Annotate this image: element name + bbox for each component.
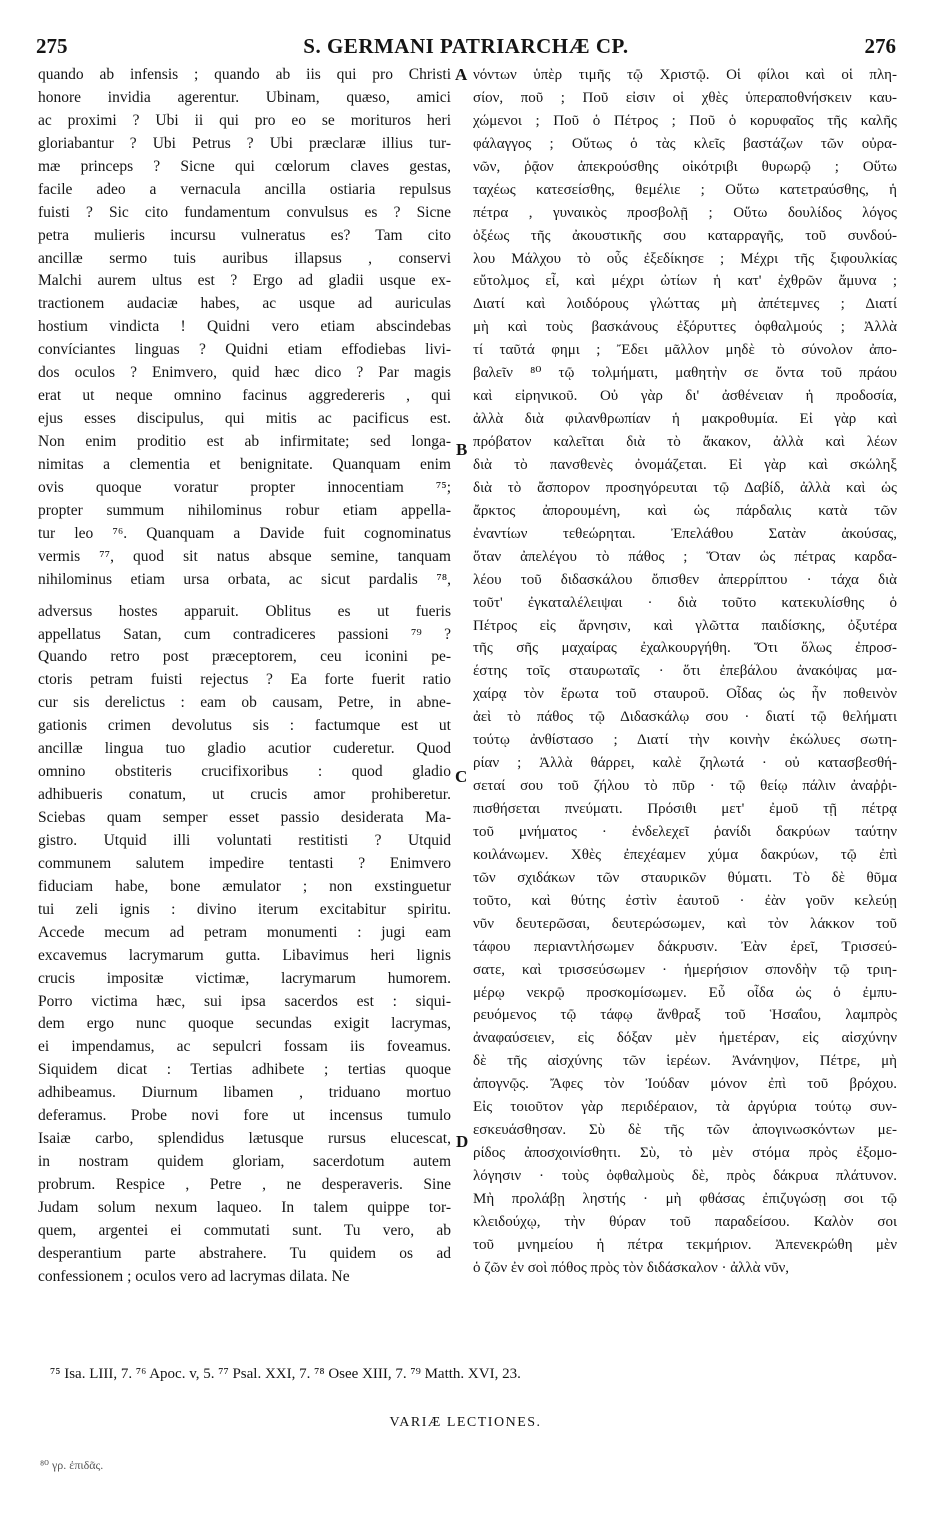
latin-line: gloriabantur ? Ubi Petrus ? Ubi præclaræ illius tur-: [38, 134, 451, 152]
greek-line: τί ταῦτά φημι ; Ἔδει μᾶλλον μηδὲ τὸ σύνολον ἀπο-: [473, 342, 897, 359]
greek-line: Πέτρος εἰς ἄρνησιν, καὶ γλῶττα παιδίσκης, ὀξυτέρα: [473, 617, 897, 634]
page-number-left: 275: [36, 34, 68, 58]
greek-line: τῶν σχιδάκων τῶν σταυρικῶν θύματι. Τὸ δὲ θῦμα: [473, 869, 897, 886]
latin-line: cur sis derelictus : eam ob causam, Petre, in abne-: [38, 694, 451, 712]
latin-line: probrum. Respice , Petre , ne desperaveris. Sine: [38, 1176, 451, 1193]
margin-marker-b: B: [456, 440, 468, 459]
greek-line: ἀλλὰ διὰ φιλανθρωπίαν ἡ μακροθυμία. Εἰ γὰρ καὶ: [473, 411, 897, 428]
latin-line: erat ut neque omnino facinus aggredereris , qui: [38, 387, 451, 405]
latin-line: excavemus lacrymarum gutta. Libavimus heri lignis: [38, 946, 451, 964]
greek-line: διὰ τὸ ἄσπορον προσηγόρευται τῷ Δαβίδ, ἀλλὰ καὶ ὡς: [473, 479, 897, 496]
latin-line: nihilominus etiam ursa orbata, ac sicut pardalis ⁷⁸,: [38, 570, 451, 588]
margin-marker-d: D: [456, 1132, 469, 1151]
latin-line: ancillæ sermo tuis auribus illapsus , conservi: [38, 249, 451, 267]
greek-line: δὲ τῆς αἰσχύνης τῶν ἱερέων. Ἀνάνηψον, Πέτρε, μὴ: [473, 1053, 897, 1070]
greek-line: λέου τοῦ διδασκάλου ὄπισθεν ἀπερρίπτου · τάχα διὰ: [473, 571, 897, 588]
latin-line: facile adeo a vernacula ancilla ostiaria repulsus: [38, 180, 451, 198]
page-header: [36, 34, 896, 66]
latin-line: ancillæ lingua tuo gladio acutior cuderetur. Quod: [38, 740, 451, 758]
latin-line: mæ princeps ? Sicne qui cœlorum claves gestas,: [38, 157, 451, 175]
running-title: S. GERMANI PATRIARCHÆ CP.: [303, 34, 629, 58]
latin-line: deferamus. Probe novi fore ut incensus tumulo: [38, 1107, 451, 1125]
greek-line: τῆς σῆς μαχαίρας ἐχαλκουργήθη. Ὅτι ὅλως ἐπροσ-: [473, 640, 897, 657]
greek-line: ρίδος ἀποσχοινίσθητι. Σὺ, τὸ μὲν στόμα πρὸς ἐξομο-: [473, 1145, 897, 1162]
greek-line: χαίρᾳ τὸν ἔρωτα τοῦ σταυροῦ. Οἶδας ὡς ἦν ποθεινὸν: [473, 686, 897, 703]
latin-line: ei impendamus, ac sepulcri fossam iis foveamus.: [38, 1038, 451, 1056]
greek-line: διὰ τὸ πανσθενὲς ὀνομάζεται. Εἰ γὰρ καὶ σκώληξ: [473, 456, 897, 473]
latin-line: fiduciam habe, bone æmulator ; non exstinguetur: [38, 877, 451, 895]
latin-line: adhibueris conatum, ut crucis amor prohiberetur.: [38, 786, 451, 804]
latin-line: Malchi aurem ultus est ? Ergo ad gladii usque ex-: [38, 272, 451, 290]
greek-line: τοῦ μνήματος · ἐνδελεχεῖ ῥανίδι δακρύων ταύτην: [473, 823, 897, 840]
latin-line: omnino obstiteris crucifixoribus : quod gladio: [38, 763, 451, 781]
latin-line: Isaiæ carbo, splendidus lætusque rursus elucescat,: [38, 1130, 451, 1148]
latin-line: dem ergo nunc quoque secundas exigit lacrymas,: [38, 1015, 451, 1033]
greek-line: τάφου περιαντλήσωμεν δάκρυσιν. Ἐὰν ἐρεῖ, Τρισσεύ-: [473, 938, 897, 955]
greek-line: εὔτολμος εἶ, καὶ μέχρι ὠτίων ἡ κατ' ἐχθρῶν ἄμυνα ;: [473, 273, 897, 290]
greek-line: κοιλάνωμεν. Χθὲς ἐπεχέαμεν χύμα δακρύων, τῷ ἐπὶ: [473, 846, 897, 863]
greek-line: ταχέως κατεσείσθης, θεμέλιε ; Οὕτω κατετραύσθης, ἡ: [473, 181, 897, 198]
latin-line: Porro victima hæc, sui ipsa sacerdos est : siqui-: [38, 992, 451, 1010]
latin-line: hostium vindicta ! Quidni vero etiam abscindebas: [38, 318, 451, 336]
greek-line: μέρῳ νεκρῷ προσκομίσωμεν. Εὖ οἶδα ὡς ὁ ἐμπυ-: [473, 984, 897, 1001]
latin-line: convíciantes linguas ? Quidni etiam effodiebas livi-: [38, 341, 451, 359]
greek-line: νῶν, ῥᾷον ἀπεκρούσθης οἰκότριβι θυρωρῷ ; Οὕτω: [473, 158, 897, 175]
greek-line: έστης τοῖς σταυρωταῖς · ὅτι ἐπεβάλου ἀνακόψας μα-: [473, 663, 897, 680]
latin-line: ovis quoque voratur propter innocentiam ⁷⁵;: [38, 478, 451, 496]
greek-line: ὀξέως τῆς ἀκουστικῆς σου καταρραγῆς, τοῦ συνδού-: [473, 227, 897, 244]
latin-line: desperantium parte abstrahere. Tu quidem os ad: [38, 1244, 451, 1262]
footnotes: ⁷⁵ Isa. LIII, 7. ⁷⁶ Apoc. v, 5. ⁷⁷ Psal. XXI, 7. ⁷⁸ Osee XIII, 7. ⁷⁹ Matth. XVI, 23.: [50, 1366, 521, 1382]
latin-line: Siquidem dicat : Tertias adhibete ; tertias quoque: [38, 1061, 451, 1079]
greek-line: ὅταν ἀπελέγου τὸ πάθος ; Ὅταν ὡς πέτρας καρδα-: [473, 548, 897, 565]
greek-line: καὶ εἰρηνικοῦ. Οὐ γὰρ δι' ἀσθένειαν ἡ προδοσία,: [473, 388, 897, 405]
latin-line: ejus esses discipulus, qui mitis ac pacificus est.: [38, 410, 451, 428]
greek-line: πρόβατον καλεῖται διὰ τὸ ἄκακον, ἀλλὰ καὶ λέων: [473, 434, 897, 450]
latin-line: Judam solum nexum laqueo. In talem quippe tor-: [38, 1198, 451, 1216]
greek-line: φάλαγγος ; Οὕτως ὁ τὰς κλεῖς βαστάζων τῶν οὐρα-: [473, 135, 897, 152]
latin-line: Quando retro post præceptorem, ceu iconini pe-: [38, 648, 451, 666]
latin-line: Accede mecum ad petram monumenti : jugi eam: [38, 923, 451, 941]
latin-column: [38, 64, 451, 1289]
latin-line: quando ab infensis ; quando ab iis qui pro Christi: [38, 66, 451, 83]
latin-line: Sciebas quam semper esset passio desiderata Ma-: [38, 809, 451, 826]
greek-line: ἀεὶ τὸ πάθος τῷ Διδασκάλῳ σου · διατί τῷ θελήματι: [473, 709, 897, 726]
latin-line: vermis ⁷⁷, quod sit natus absque semine, tanquam: [38, 547, 451, 565]
greek-line: πισθήσεται πνεύματι. Πρόσιθι μετ' ἐμοῦ τῇ πέτρᾳ: [473, 801, 897, 817]
greek-line: πέτρα , γυναικὸς προσβολῇ ; Οὕτω δουλίδος λόγος: [473, 204, 897, 221]
greek-line: ρευόμενος τῷ τάφῳ ἄνθραξ τοῦ Ἡσαΐου, λαμπρὸς: [473, 1007, 897, 1024]
latin-line: adversus hostes apparuit. Oblitus es ut fueris: [38, 602, 451, 620]
greek-line: τοῦτο, καὶ θύτης ἐστὶν ἑαυτοῦ · ἐὰν γοῦν κελεύῃ: [473, 892, 897, 909]
latin-line: crucis impositæ victimæ, lacrymarum humorem.: [38, 969, 451, 987]
greek-line: εσκευάσθησαν. Σὺ δὲ τῆς τῶν ἀπογινωσκόντων με-: [473, 1122, 897, 1139]
latin-line: gationis crimen devolutus sis : factumque est ut: [38, 717, 451, 735]
latin-line: Non enim proditio est ab infirmitate; sed longa-: [38, 433, 451, 450]
latin-line: tui zeli ignis : divino iterum excitabitur spiritu.: [38, 900, 451, 918]
latin-line: honore invidia agerentur. Ubinam, quæso, amici: [38, 88, 451, 106]
greek-line: τοῦ μνημείου ἡ πέτρα τεκμήριον. Ἀπενεκρώθη μὲν: [473, 1236, 897, 1253]
latin-line: adhibeamus. Diurnum libamen , triduano mortuo: [38, 1084, 451, 1102]
latin-line: propter summum nihilominus robur etiam appella-: [38, 501, 451, 519]
greek-line: ὁ ζῶν ἐν σοὶ πόθος πρὸς τὸν διδάσκαλον · ἀλλὰ νῦν,: [473, 1259, 790, 1276]
greek-line: Μὴ προλάβῃ ληστής · μὴ φθάσας ἐπιζυγώσῃ σοι τῷ: [473, 1190, 897, 1207]
page-number-right: 276: [864, 34, 896, 58]
greek-line: σίον, ποῦ ; Ποῦ εἰσιν οἱ χθὲς ὑπεραποθνήσκειν καυ-: [473, 89, 897, 106]
greek-line: τούτῳ ἀνθίστασο ; Διατί τὴν κοινὴν ἐκώλυες σωτη-: [473, 732, 897, 749]
greek-line: λόγησιν · τοὺς ὀφθαλμοὺς δὲ, πρὸς δάκρυα πλάτυνον.: [473, 1168, 897, 1184]
greek-line: Εἰς τοιοῦτον γὰρ περιδέραιον, τὰ ἀργύρια τούτῳ συν-: [473, 1099, 897, 1116]
greek-line: ἀναφαύσειεν, εἰς δόξαν μὲν ἡμετέραν, εἰς αἰσχύνην: [473, 1030, 897, 1047]
greek-column: [473, 64, 897, 1280]
greek-line: λου Μάλχου τὸ οὖς ἐξεδίκησε ; Μέχρι τῆς ξιφουλκίας: [473, 250, 897, 267]
margin-marker-c: C: [455, 767, 468, 786]
greek-line: ἐναντίων τεθεώρηται. Ἐπελάθου Σατὰν ἀκούσας,: [473, 525, 897, 542]
greek-line: ἀπογνῷς. Ἄφες τὸν Ἰούδαν μόνον ἐπὶ τοῦ βρόχου.: [473, 1076, 897, 1093]
latin-line: gistro. Utquid illi voluntati restitisti ? Utquid: [38, 831, 451, 849]
latin-line: confessionem ; oculos vero ad lacrymas dilata. Ne: [38, 1267, 350, 1285]
variae-lectiones-heading: VARIÆ LECTIONES.: [389, 1415, 542, 1430]
greek-line: μὴ καὶ τοὺς βασκάνους ἐξόρυττες ὀφθαλμούς ; Ἀλλὰ: [473, 319, 897, 336]
latin-line: ctoris petram fuisti rejectus ? Ea forte fuerit ratio: [38, 671, 451, 689]
greek-line: βαλεῖν ⁸⁰ τῷ τολμήματι, μαθητὴν σε ὄντα τοῦ πράου: [473, 365, 897, 382]
greek-line: σατε, καὶ τρισσεύσωμεν · ἡμερήσιον σπονδὴν τῷ τριη-: [473, 961, 897, 978]
greek-line: Διατί καὶ λοιδόρους γλώττας μὴ ἀπέτεμνες ; Διατί: [473, 296, 897, 313]
greek-line: ἄρκτος ἀπορουμένη, καὶ ὡς πάρδαλις κατὰ τῶν: [473, 502, 897, 519]
greek-line: τοῦτ' ἐγκαταλέλειψαι · διὰ τοῦτο κατεκυλίσθης ὁ: [473, 594, 897, 611]
greek-line: κλειδούχῳ, τὴν θύραν τοῦ παραδείσου. Καλὸν σοι: [473, 1213, 897, 1230]
greek-line: σεταί σου τοῦ ζήλου τὸ πῦρ · τῷ θείῳ πάλιν ἀναῤῥι-: [473, 778, 897, 795]
latin-line: appellatus Satan, cum contradiceres passioni ⁷⁹ ?: [38, 625, 451, 643]
margin-marker-a: A: [455, 65, 468, 84]
greek-line: νόντων ὑπὲρ τιμῆς τῷ Χριστῷ. Οἱ φίλοι καὶ οἱ πλη-: [473, 67, 897, 83]
latin-line: petra mulieris incursu vulneratus es? Tam cito: [38, 226, 451, 244]
greek-line: χώμενοι ; Ποῦ ὁ Πέτρος ; Ποῦ ὁ κορυφαῖος τῆς καλῆς: [473, 112, 897, 129]
greek-line: νῦν δευτερῶσαι, δευτερώσωμεν, καὶ τὸν λάκκον τοῦ: [473, 915, 897, 932]
latin-line: dos oculos ? Enimvero, quid hæc dico ? Par magis: [38, 364, 451, 382]
latin-line: ac proximi ? Ubi ii qui pro eo se morituros heri: [38, 111, 451, 129]
latin-line: nimitas a clementia et benignitate. Quanquam enim: [38, 455, 451, 473]
latin-line: tur leo ⁷⁶. Quanquam a Davide fuit cognominatus: [38, 524, 451, 542]
latin-line: in nostram quidem gloriam, sacerdotum autem: [38, 1153, 451, 1171]
latin-line: quem, argentei ei commutati sunt. Tu vero, ab: [38, 1221, 451, 1239]
variae-lectiones-note: ⁸⁰ γρ. ἐπιδᾶς.: [40, 1458, 104, 1472]
latin-line: communem salutem impedire tentasti ? Enimvero: [38, 854, 451, 872]
latin-line: fuisti ? Sic cito fundamentum convulsus es ? Sicne: [38, 203, 451, 221]
latin-line: tractionem audaciæ habes, ac usque ad auriculas: [38, 295, 451, 313]
greek-line: ρίαν ; Ἀλλὰ θάρρει, καλὲ ζηλωτά · οὐ κατασβεσθή-: [473, 755, 897, 772]
